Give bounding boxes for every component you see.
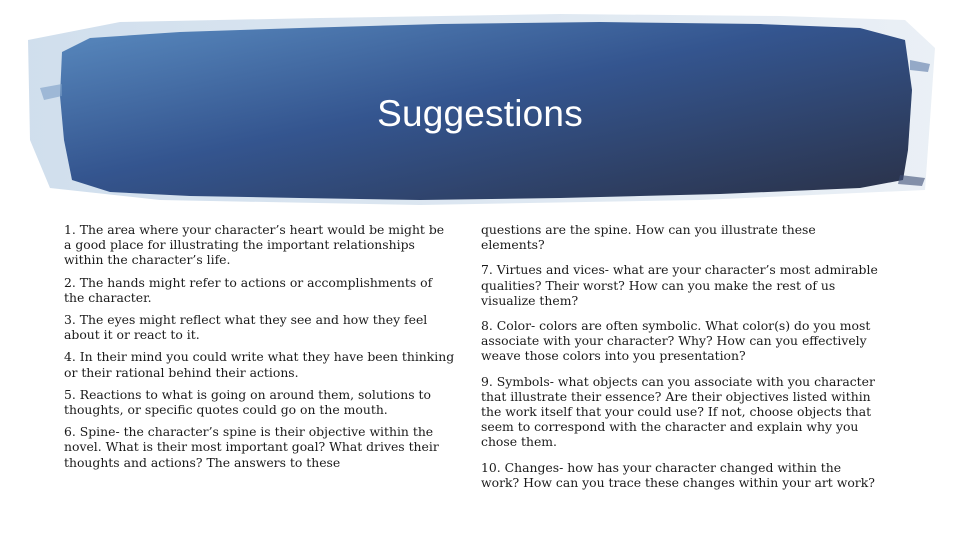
- suggestion-paragraph: 2. The hands might refer to actions or accomplishments of the character.: [64, 274, 433, 305]
- suggestion-paragraph: 4. In their mind you could write what they have been thinking or their rational behind their actions.: [64, 349, 455, 380]
- suggestion-paragraph: 6. Spine- the character’s spine is their objective within the novel. What is their most important goal? What drives their thoughts and actions? The answers to these: [64, 424, 439, 470]
- suggestion-paragraph: 1. The area where your character’s heart would be might be a good place for illustrating the important relationships within the character’s life.: [64, 222, 445, 268]
- suggestion-paragraph: questions are the spine. How can you illustrate these elements?: [481, 222, 816, 253]
- suggestion-paragraph: 9. Symbols- what objects can you associate with you character that illustrate their essence? Are their objectives listed within the work itself that your could use? If not, choose objects that seem to correspond with the character and explain why you chose them.: [481, 373, 875, 450]
- slide-title: Suggestions: [377, 93, 583, 134]
- suggestion-paragraph: 3. The eyes might reflect what they see and how they feel about it or react to it.: [64, 312, 428, 343]
- suggestion-paragraph: 5. Reactions to what is going on around them, solutions to thoughts, or specific quotes could go on the mouth.: [64, 386, 431, 418]
- suggestion-paragraph: 8. Color- colors are often symbolic. What color(s) do you most associate with your character? Why? How can you effectively weave those colors into you presentation?: [481, 318, 871, 364]
- left-column: [64, 222, 456, 477]
- suggestion-paragraph: 7. Virtues and vices- what are your character’s most admirable qualities? Their worst? How can you make the rest of us visualize them?: [481, 262, 878, 308]
- right-column: [481, 222, 881, 500]
- suggestion-paragraph: 10. Changes- how has your character changed within the work? How can you trace these changes within your art work?: [481, 459, 875, 490]
